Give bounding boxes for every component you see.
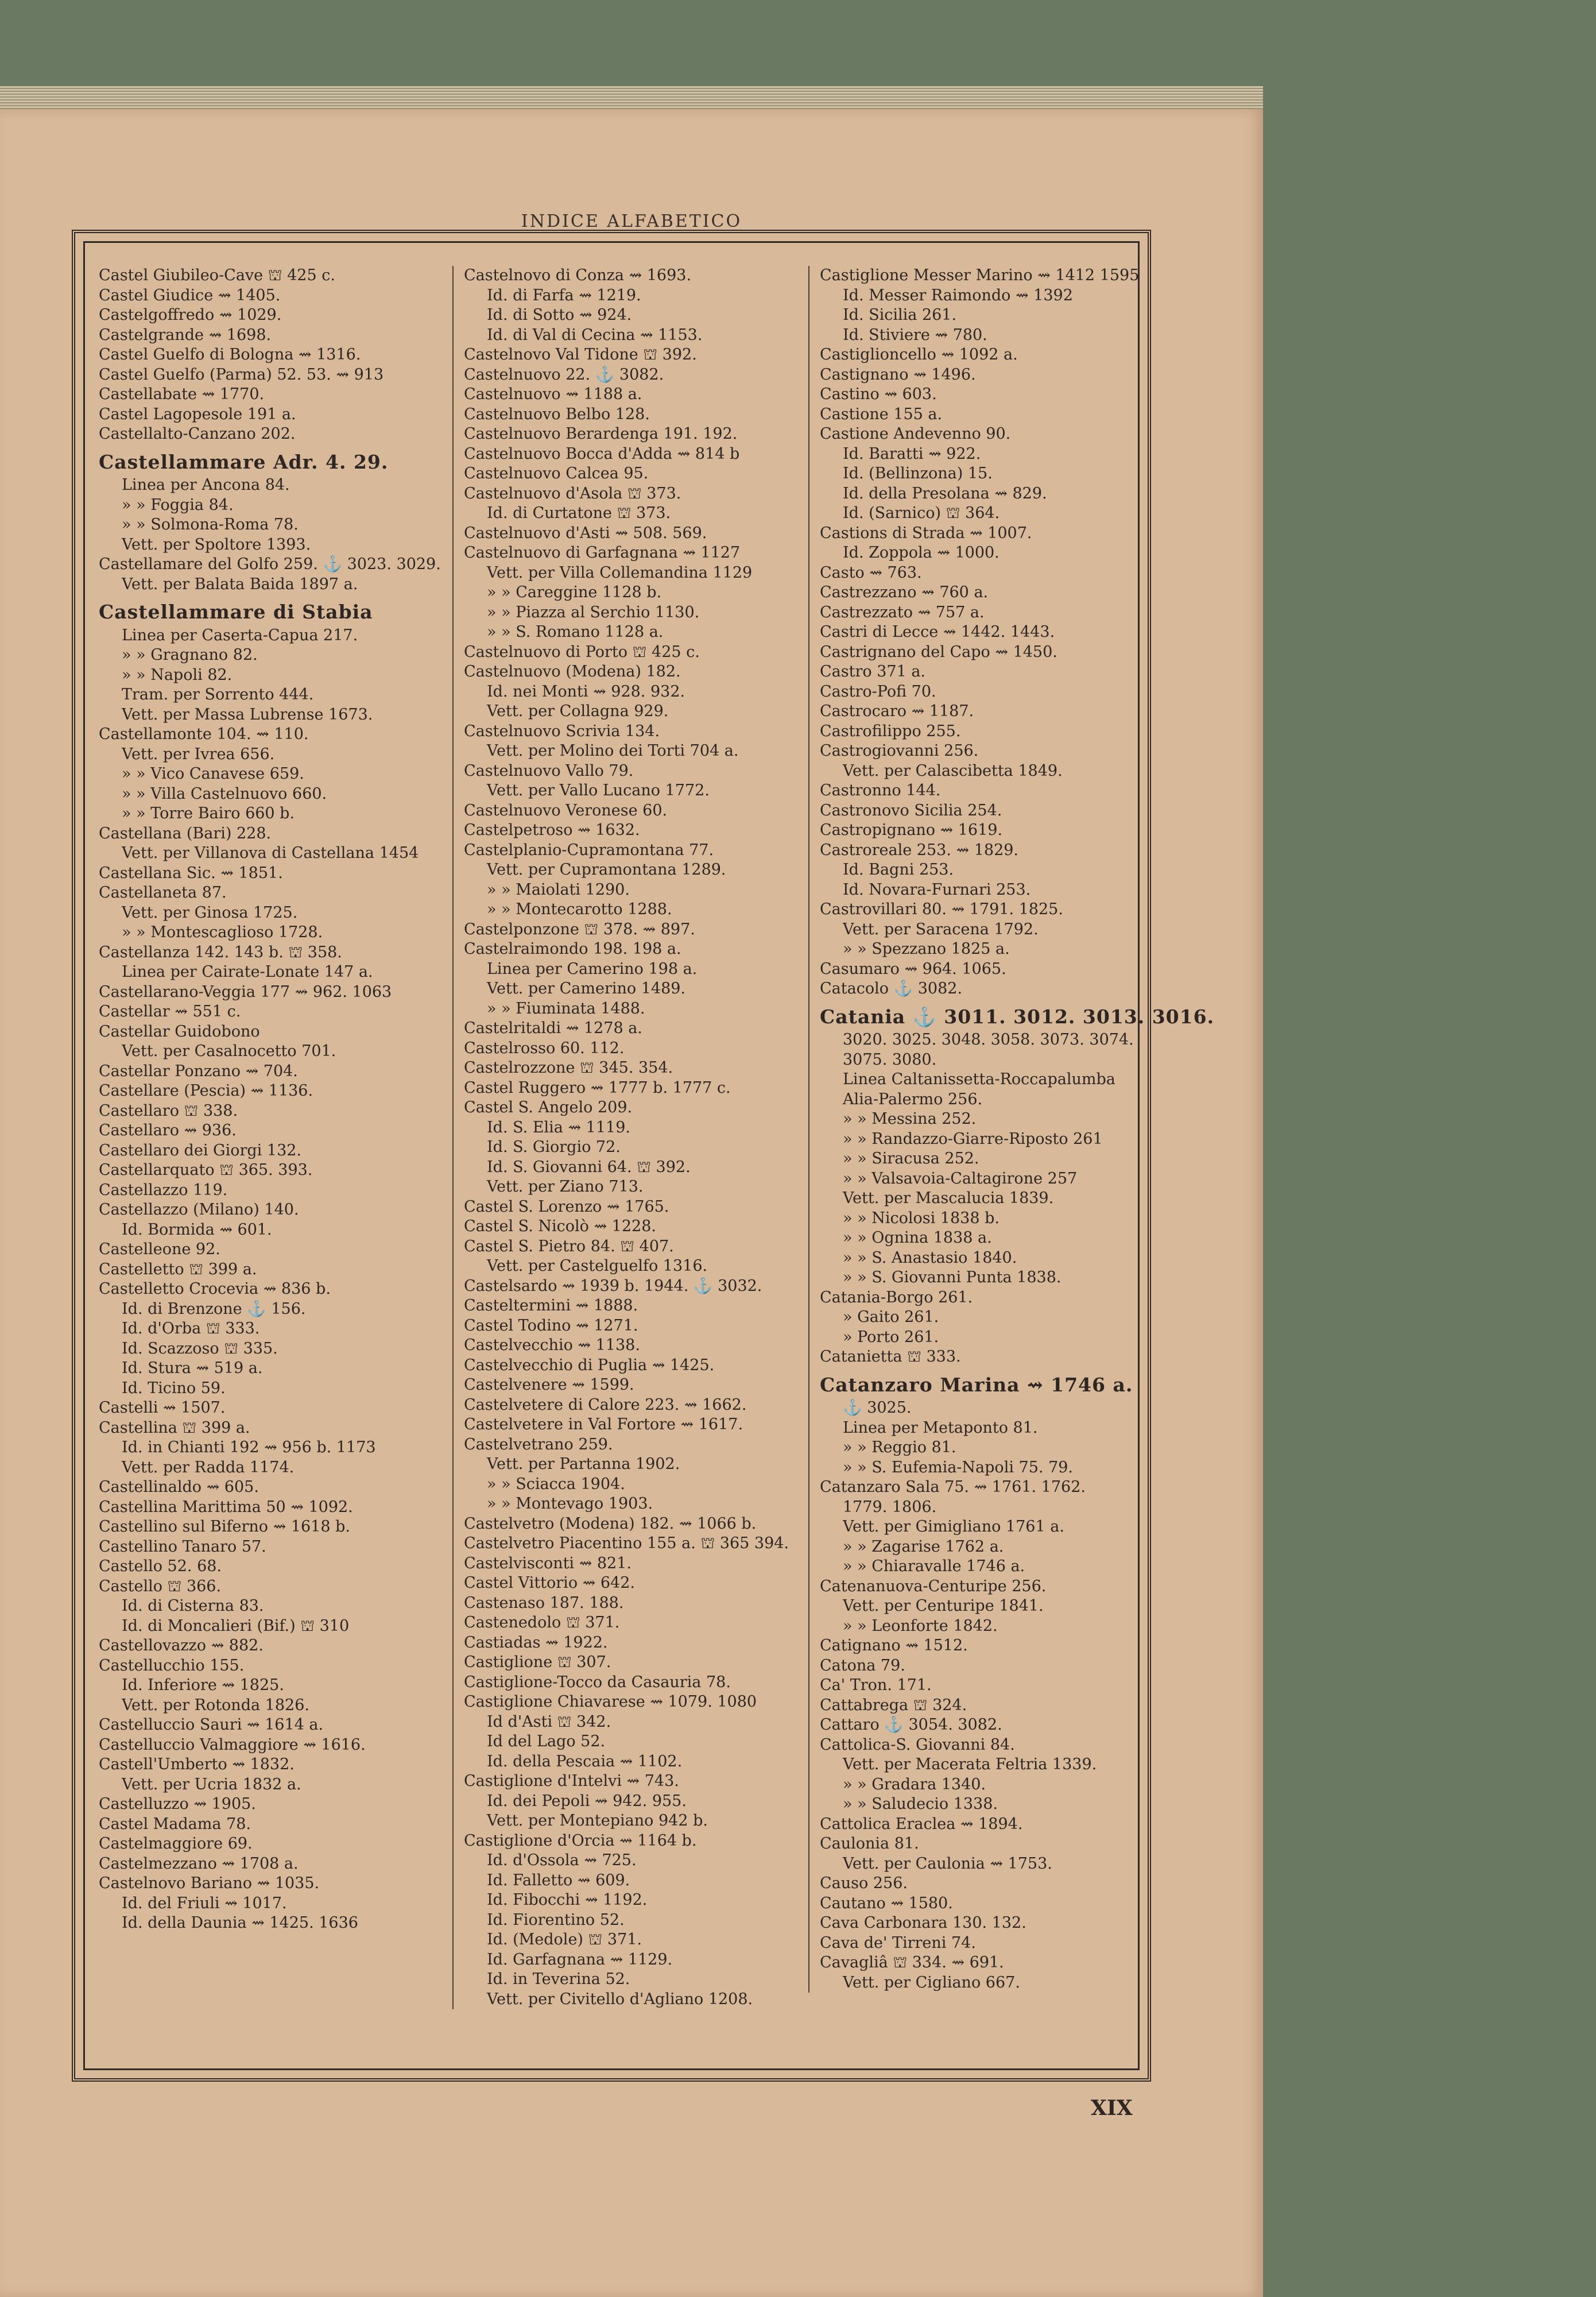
index-entry: Id. Garfagnana ⇝ 1129. [487,1950,673,1969]
index-entry: Id del Lago 52. [487,1733,606,1750]
index-entry: Cava Carbonara 130. 132. [820,1914,1026,1932]
index-entry: Id. Fibocchi ⇝ 1192. [487,1891,648,1909]
index-entry: Castiglione d'Intelvi ⇝ 743. [464,1772,679,1790]
index-entry: » Porto 261. [843,1328,939,1346]
index-entry: Castiglione d'Orcia ⇝ 1164 b. [464,1831,697,1850]
index-entry: Catignano ⇝ 1512. [820,1637,968,1654]
index-entry: » » Montescaglioso 1728. [122,923,323,941]
index-entry: Id. Sicilia 261. [843,306,957,324]
index-entry: Id. dei Pepoli ⇝ 942. 955. [487,1792,687,1810]
index-entry: Vett. per Radda 1174. [122,1458,295,1476]
index-entry: Castiadas ⇝ 1922. [464,1633,608,1652]
index-entry: Vett. per Ivrea 656. [122,745,275,763]
index-entry: Casto ⇝ 763. [820,563,922,582]
index-entry: Castrogiovanni 256. [820,742,979,760]
index-entry: Castelvetro Piacentino 155 a. ⛫ 365 394. [464,1534,789,1552]
index-entry: Vett. per Villa Collemandina 1129 [487,563,753,582]
index-entry: Vett. per Saracena 1792. [843,920,1039,938]
index-entry: 1779. 1806. [843,1498,937,1516]
index-entry: » » Piazza al Serchio 1130. [487,603,700,621]
index-entry: Castellucchio 155. [99,1656,245,1675]
index-entry: Castelnuovo di Garfagnana ⇝ 1127 [464,544,741,562]
index-entry: Castellare (Pescia) ⇝ 1136. [99,1082,313,1100]
index-entry: Id. Baratti ⇝ 922. [843,444,981,463]
index-entry: Vett. per Collagna 929. [487,702,669,720]
index-entry: Castelvecchio ⇝ 1138. [464,1336,640,1354]
index-entry: Castellarano-Veggia 177 ⇝ 962. 1063 [99,983,392,1001]
index-entry: Castelvetere in Val Fortore ⇝ 1617. [464,1416,743,1433]
index-entry: Vett. per Partanna 1902. [487,1455,680,1473]
index-entry: ⚓ 3025. [843,1399,912,1417]
index-entry: Cattaro ⚓ 3054. 3082. [820,1716,1002,1734]
index-entry: 3075. 3080. [843,1050,937,1069]
index-entry: Vett. per Castelguelfo 1316. [487,1257,708,1275]
index-entry: Castiglione ⛫ 307. [464,1653,611,1671]
index-entry: Castellino sul Biferno ⇝ 1618 b. [99,1518,350,1536]
index-entry: Linea per Ancona 84. [122,476,290,494]
index-entry: Catacolo ⚓ 3082. [820,980,963,997]
index-entry: Castellina ⛫ 399 a. [99,1418,250,1437]
index-entry: Vett. per Villanova di Castellana 1454 [122,844,419,862]
index-entry: Castellaneta 87. [99,884,227,902]
index-entry: » » Villa Castelnuovo 660. [122,784,327,803]
index-entry: Castelrozzone ⛫ 345. 354. [464,1059,673,1077]
index-entry: Castel Vittorio ⇝ 642. [464,1574,635,1592]
index-entry: Castel Lagopesole 191 a. [99,405,296,423]
index-entry: » » Reggio 81. [843,1438,956,1456]
index-entry: Castelnuovo (Modena) 182. [464,663,681,680]
index-entry: » » Sciacca 1904. [487,1475,625,1493]
index-entry: Castellamonte 104. ⇝ 110. [99,725,309,743]
index-entry: Id. d'Orba ⛫ 333. [122,1320,260,1337]
index-entry: Id. di Moncalieri (Bif.) ⛫ 310 [122,1617,350,1635]
index-entry: Cattolica-S. Giovanni 84. [820,1735,1015,1754]
index-entry: Cava de' Tirreni 74. [820,1933,976,1952]
index-entry: Castelnovo Bariano ⇝ 1035. [99,1874,320,1892]
index-entry: Castelletto Crocevia ⇝ 836 b. [99,1280,331,1298]
index-entry: Vett. per Casalnocetto 701. [122,1042,336,1060]
index-entry: Vett. per Massa Lubrense 1673. [122,705,373,724]
index-entry: Id. Falletto ⇝ 609. [487,1871,630,1889]
index-entry: Vett. per Cupramontana 1289. [487,861,726,879]
index-entry: Castelnuovo ⇝ 1188 a. [464,385,642,403]
index-entry: Vett. per Calascibetta 1849. [843,761,1063,780]
index-entry: Castino ⇝ 603. [820,385,937,403]
index-entry: » » Napoli 82. [122,666,233,684]
index-entry: Castione Andevenno 90. [820,425,1011,443]
index-entry: Castellovazzo ⇝ 882. [99,1637,264,1654]
index-entry: Id. di Val di Cecina ⇝ 1153. [487,326,703,344]
index-entry: » » Saludecio 1338. [843,1795,998,1813]
index-entry: Castelluccio Sauri ⇝ 1614 a. [99,1716,324,1734]
index-entry: Vett. per Centuripe 1841. [843,1597,1044,1615]
index-entry: Vett. per Camerino 1489. [487,980,686,997]
index-entry: Id. Inferiore ⇝ 1825. [122,1676,284,1694]
index-column-2 [452,266,794,2009]
index-entry: Caulonia 81. [820,1835,919,1853]
index-entry: Castel Guelfo (Parma) 52. 53. ⇝ 913 [99,365,384,384]
index-entry: Vett. per Rotonda 1826. [122,1696,309,1714]
index-entry: » » Messina 252. [843,1110,977,1128]
index-entry: » » Montevago 1903. [487,1495,653,1513]
index-entry: Castellar Ponzano ⇝ 704. [99,1062,298,1080]
index-entry: Castellammare di Stabia [99,601,373,623]
index-entry: Catanzaro Sala 75. ⇝ 1761. 1762. [820,1478,1086,1496]
index-entry: Id. di Cisterna 83. [122,1597,264,1615]
index-entry: Castel Guelfo di Bologna ⇝ 1316. [99,346,361,364]
index-entry: » » Vico Canavese 659. [122,765,304,783]
index-entry: Vett. per Molino dei Torti 704 a. [487,742,739,760]
index-entry: Castrocaro ⇝ 1187. [820,702,974,720]
index-entry: Cautano ⇝ 1580. [820,1894,953,1912]
index-entry: Castel Giudice ⇝ 1405. [99,286,281,304]
index-inner-frame [83,241,1215,2070]
index-entry: Castellinaldo ⇝ 605. [99,1478,259,1496]
index-entry: Cavagliâ ⛫ 334. ⇝ 691. [820,1954,1004,1971]
index-entry: Id. Stura ⇝ 519 a. [122,1359,263,1377]
index-entry: » » Siracusa 252. [843,1150,979,1167]
index-entry: 3020. 3025. 3048. 3058. 3073. 3074. [843,1031,1134,1049]
index-entry: Id. Stiviere ⇝ 780. [843,326,987,344]
index-entry: Castelluzzo ⇝ 1905. [99,1795,256,1813]
index-entry: Casteltermini ⇝ 1888. [464,1297,638,1314]
index-entry: Castellazzo 119. [99,1181,228,1199]
index-entry: Castroreale 253. ⇝ 1829. [820,841,1019,859]
index-entry: » Gaito 261. [843,1308,939,1326]
index-entry: Id. Messer Raimondo ⇝ 1392 [843,286,1073,304]
index-entry: Id. (Medole) ⛫ 371. [487,1931,642,1948]
index-entry: Vett. per Vallo Lucano 1772. [487,782,710,799]
index-entry: Castelritaldi ⇝ 1278 a. [464,1019,642,1037]
index-entry: Catenanuova-Centuripe 256. [820,1577,1047,1595]
index-entry: Catanzaro Marina ⇝ 1746 a. [820,1373,1133,1396]
index-entry: Vett. per Civitello d'Agliano 1208. [487,1990,753,2008]
index-entry: Castellarquato ⛫ 365. 393. [99,1161,313,1179]
index-entry: Id. (Sarnico) ⛫ 364. [843,504,1000,522]
index-entry: Castelgrande ⇝ 1698. [99,326,272,344]
index-entry: Castelrosso 60. 112. [464,1039,625,1057]
index-entry: Castiglione Messer Marino ⇝ 1412 1595 [820,266,1140,284]
index-entry: Ca' Tron. 171. [820,1676,932,1694]
index-entry: Catanietta ⛫ 333. [820,1348,961,1366]
index-entry: » » Valsavoia-Caltagirone 257 [843,1169,1078,1188]
index-entry: Castelnuovo Veronese 60. [464,801,668,819]
index-entry: Castelvisconti ⇝ 821. [464,1554,632,1572]
index-entry: Castellammare Adr. 4. 29. [99,450,389,473]
index-entry: Castiglione-Tocco da Casauria 78. [464,1673,731,1691]
index-entry: Castellanza 142. 143 b. ⛫ 358. [99,943,342,961]
index-entry: Castel S. Pietro 84. ⛫ 407. [464,1237,674,1255]
index-entry: Id. del Friuli ⇝ 1017. [122,1894,287,1912]
index-entry: Castellana Sic. ⇝ 1851. [99,864,283,882]
index-entry: Castelvenere ⇝ 1599. [464,1376,634,1394]
page-header: INDICE ALFABETICO [521,211,742,231]
index-entry: Castellalto-Canzano 202. [99,425,296,443]
index-entry: Castelnuovo d'Asola ⛫ 373. [464,484,681,502]
index-entry: Id. di Curtatone ⛫ 373. [487,504,671,522]
index-entry: Castellazzo (Milano) 140. [99,1201,299,1219]
index-entry: Castel S. Angelo 209. [464,1099,633,1116]
index-entry: Castello 52. 68. [99,1557,222,1575]
index-entry: » » Maiolati 1290. [487,880,630,899]
index-entry: » » S. Romano 1128 a. [487,623,664,641]
index-entry: Vett. per Mascalucia 1839. [843,1189,1054,1207]
index-entry: Id. Bormida ⇝ 601. [122,1220,272,1239]
index-entry: Castelponzone ⛫ 378. ⇝ 897. [464,920,695,938]
index-entry: » » Solmona-Roma 78. [122,516,299,533]
index-entry: Alia-Palermo 256. [843,1090,983,1108]
index-entry: Vett. per Macerata Feltria 1339. [843,1755,1097,1773]
index-entry: Castelsardo ⇝ 1939 b. 1944. ⚓ 3032. [464,1277,762,1295]
index-entry: Castro 371 a. [820,663,926,680]
index-entry: Castelnuovo di Porto ⛫ 425 c. [464,643,700,661]
index-entry: Vett. per Gimigliano 1761 a. [843,1518,1064,1536]
index-entry: » » Randazzo-Giarre-Riposto 261 [843,1130,1103,1148]
index-entry: Castellar ⇝ 551 c. [99,1003,241,1020]
index-entry: Linea per Metaponto 81. [843,1418,1038,1437]
index-entry: Castel Giubileo-Cave ⛫ 425 c. [99,266,335,284]
index-entry: Id. S. Giorgio 72. [487,1138,621,1156]
index-entry: » » Leonforte 1842. [843,1617,998,1635]
index-entry: Castelnuovo Scrivia 134. [464,722,660,740]
index-entry: Castel Todino ⇝ 1271. [464,1316,638,1335]
index-entry: Castel S. Lorenzo ⇝ 1765. [464,1197,669,1216]
index-entry: Linea per Caserta-Capua 217. [122,626,358,644]
index-entry: Cattolica Eraclea ⇝ 1894. [820,1815,1023,1833]
index-entry: Castellana (Bari) 228. [99,824,272,842]
index-entry: Castignano ⇝ 1496. [820,365,976,384]
index-entry: » » S. Giovanni Punta 1838. [843,1269,1062,1286]
index-entry: Id d'Asti ⛫ 342. [487,1712,611,1731]
index-entry: Castelnuovo Bocca d'Adda ⇝ 814 b [464,444,740,463]
index-entry: Id. nei Monti ⇝ 928. 932. [487,682,685,701]
index-entry: Castrovillari 80. ⇝ 1791. 1825. [820,900,1063,918]
index-entry: Id. Ticino 59. [122,1379,226,1397]
index-entry: Cattabrega ⛫ 324. [820,1696,967,1714]
index-entry: Id. Fiorentino 52. [487,1911,625,1929]
index-entry: Vett. per Caulonia ⇝ 1753. [843,1854,1052,1873]
index-entry: Castello ⛫ 366. [99,1577,222,1595]
index-entry: Castrezzato ⇝ 757 a. [820,603,985,621]
index-entry: Id. Bagni 253. [843,861,954,879]
index-entry: Castellaro ⇝ 936. [99,1122,237,1139]
index-entry: » » Chiaravalle 1746 a. [843,1557,1025,1575]
index-entry: Castelli ⇝ 1507. [99,1399,226,1417]
index-entry: Castelnuovo Calcea 95. [464,465,649,482]
index-entry: Castelvetro (Modena) 182. ⇝ 1066 b. [464,1514,757,1533]
index-frame [72,230,1215,2082]
index-entry: Castell'Umberto ⇝ 1832. [99,1755,295,1773]
index-entry: Vett. per Spoltore 1393. [122,535,311,554]
index-entry: Id. di Brenzone ⚓ 156. [122,1300,306,1318]
index-entry: Castelnuovo Belbo 128. [464,405,650,423]
index-entry: » » Montecarotto 1288. [487,900,672,918]
index-entry: Id. d'Ossola ⇝ 725. [487,1851,637,1869]
index-entry: Id. di Sotto ⇝ 924. [487,306,632,324]
index-entry: Vett. per Ginosa 1725. [122,903,298,922]
index-entry: Castrezzano ⇝ 760 a. [820,583,989,601]
index-entry: » » Fiuminata 1488. [487,999,645,1018]
index-entry: Castelletto ⛫ 399 a. [99,1260,257,1278]
index-entry: Castropignano ⇝ 1619. [820,821,1003,839]
index-entry: Castelraimondo 198. 198 a. [464,940,681,958]
index-entry: Castelnuovo Berardenga 191. 192. [464,425,738,443]
index-entry: Casumaro ⇝ 964. 1065. [820,960,1006,978]
index-entry: » » Gradara 1340. [843,1775,986,1793]
index-entry: Castione 155 a. [820,405,943,423]
index-column-1 [99,266,441,1933]
index-column-3 [808,266,1215,1993]
index-entry: Castelnuovo d'Asti ⇝ 508. 569. [464,524,707,542]
index-entry: Vett. per Cigliano 667. [843,1973,1020,1991]
index-entry: Castronovo Sicilia 254. [820,801,1002,819]
index-entry: » » Ognina 1838 a. [843,1229,992,1247]
index-entry: Catania-Borgo 261. [820,1288,973,1306]
index-entry: Castenaso 187. 188. [464,1594,624,1612]
index-entry: Id. Novara-Furnari 253. [843,880,1031,899]
index-entry: Tram. per Sorrento 444. [122,686,314,703]
index-entry: Castelmaggiore 69. [99,1835,253,1853]
index-entry: » » S. Eufemia-Napoli 75. 79. [843,1458,1074,1476]
index-entry: Castelnuovo 22. ⚓ 3082. [464,365,664,384]
index-entry: Castel Ruggero ⇝ 1777 b. 1777 c. [464,1078,731,1097]
index-entry: Castrignano del Capo ⇝ 1450. [820,643,1057,661]
index-entry: » » Torre Bairo 660 b. [122,805,295,822]
index-entry: Vett. per Ziano 713. [487,1178,644,1196]
index-entry: Castelgoffredo ⇝ 1029. [99,306,282,324]
index-entry: Castelpetroso ⇝ 1632. [464,821,640,839]
index-entry: Castelleone 92. [99,1240,220,1258]
index-entry: Castelmezzano ⇝ 1708 a. [99,1854,299,1873]
index-entry: » » S. Anastasio 1840. [843,1248,1017,1267]
index-entry: Castronno 144. [820,782,941,799]
index-entry: Linea Caltanissetta-Roccapalumba [843,1070,1115,1088]
index-entry: Castelluccio Valmaggiore ⇝ 1616. [99,1735,366,1754]
index-entry: Castelvetere di Calore 223. ⇝ 1662. [464,1395,747,1414]
index-entry: Vett. per Ucria 1832 a. [122,1775,301,1793]
index-entry: Id. Scazzoso ⛫ 335. [122,1339,278,1358]
index-entry: Castellina Marittima 50 ⇝ 1092. [99,1498,353,1516]
index-entry: Castiglioncello ⇝ 1092 a. [820,346,1018,364]
index-entry: Id. S. Giovanni 64. ⛫ 392. [487,1158,691,1176]
index-entry: Castenedolo ⛫ 371. [464,1614,620,1631]
index-entry: Id. della Presolana ⇝ 829. [843,484,1047,502]
index-entry: Castrofilippo 255. [820,722,961,740]
index-entry: » » Foggia 84. [122,496,234,514]
index-entry: Castellino Tanaro 57. [99,1537,266,1556]
index-entry: Catona 79. [820,1656,905,1675]
index-entry: Castelnovo di Conza ⇝ 1693. [464,266,692,284]
index-entry: Catania ⚓ 3011. 3012. 3013. 3016. [820,1005,1215,1028]
index-entry: » » Nicolosi 1838 b. [843,1209,1000,1227]
index-entry: Id. in Teverina 52. [487,1970,630,1988]
index-entry: Castelplanio-Cupramontana 77. [464,841,714,859]
index-entry: Id. Zoppola ⇝ 1000. [843,544,1000,562]
index-entry: Id. della Daunia ⇝ 1425. 1636 [122,1914,358,1932]
index-entry: Causo 256. [820,1874,908,1892]
index-entry: Castellar Guidobono [99,1022,260,1041]
index-entry: » » Gragnano 82. [122,646,258,664]
page [0,109,1263,2297]
index-entry: Id. della Pescaia ⇝ 1102. [487,1752,683,1770]
index-entry: Vett. per Balata Baida 1897 a. [122,575,358,593]
index-entry: Castellaro ⛫ 338. [99,1101,238,1120]
index-entry: » » Careggine 1128 b. [487,583,662,601]
index-entry: Castellaro dei Giorgi 132. [99,1141,302,1159]
index-entry: Linea per Cairate-Lonate 147 a. [122,963,373,981]
index-entry: Castel S. Nicolò ⇝ 1228. [464,1217,656,1235]
index-entry: Id. di Farfa ⇝ 1219. [487,286,641,304]
index-entry: Castiglione Chiavarese ⇝ 1079. 1080 [464,1693,757,1711]
index-entry: » » Spezzano 1825 a. [843,940,1010,958]
index-entry: Castro-Pofi 70. [820,682,936,701]
index-entry: Castions di Strada ⇝ 1007. [820,524,1032,542]
index-entry: Linea per Camerino 198 a. [487,960,698,978]
index-entry: Castri di Lecce ⇝ 1442. 1443. [820,623,1055,641]
index-entry: Castelvetrano 259. [464,1435,613,1453]
index-entry: Id. S. Elia ⇝ 1119. [487,1118,630,1136]
index-entry: Castel Madama 78. [99,1815,251,1833]
index-entry: Id. in Chianti 192 ⇝ 956 b. 1173 [122,1438,376,1456]
index-entry: Vett. per Montepiano 942 b. [487,1812,708,1830]
page-number: XIX [1091,2096,1133,2120]
index-entry: Castelnovo Val Tidone ⛫ 392. [464,346,697,364]
index-entry: » » Zagarise 1762 a. [843,1537,1004,1556]
index-entry: Castellabate ⇝ 1770. [99,385,265,403]
index-entry: Castelnuovo Vallo 79. [464,761,634,780]
index-entry: Castelvecchio di Puglia ⇝ 1425. [464,1356,715,1374]
index-entry: Castellamare del Golfo 259. ⚓ 3023. 3029. [99,555,441,573]
index-entry: Id. (Bellinzona) 15. [843,465,993,482]
